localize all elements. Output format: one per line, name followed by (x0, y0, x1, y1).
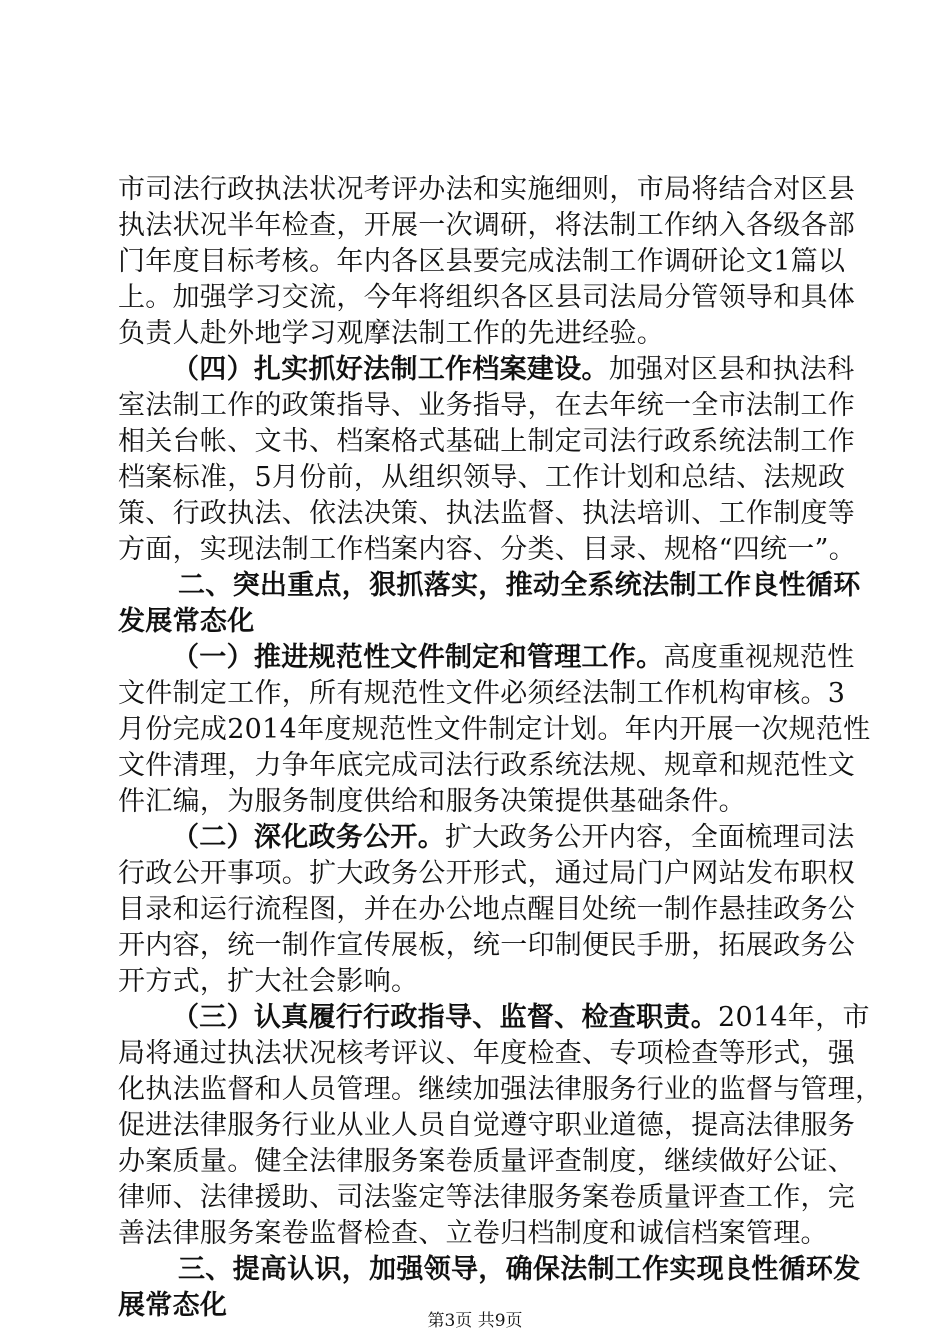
section-heading-2: 二、突出重点，狠抓落实，推动全系统法制工作良性循环 (178, 570, 861, 601)
subsection-heading-1: （一）推进规范性文件制定和管理工作。高度重视规范性 (172, 642, 855, 673)
text-line: 目录和运行流程图，并在办公地点醒目处统一制作悬挂政务公 (118, 894, 856, 925)
text-line: 室法制工作的政策指导、业务指导，在去年统一全市法制工作 (118, 390, 856, 421)
text-line: 负责人赴外地学习观摩法制工作的先进经验。 (118, 318, 664, 349)
subsection-heading-2: （二）深化政务公开。扩大政务公开内容，全面梳理司法 (172, 822, 855, 853)
text-line: 促进法律服务行业从业人员自觉遵守职业道德，提高法律服务 (118, 1110, 856, 1141)
text-line: 律师、法律援助、司法鉴定等法律服务案卷质量评查工作，完 (118, 1182, 856, 1213)
text-line: 文件清理，力争年底完成司法行政系统法规、规章和规范性文 (118, 750, 856, 781)
text-line: 件汇编，为服务制度供给和服务决策提供基础条件。 (118, 786, 746, 817)
text-line: 文件制定工作，所有规范性文件必须经法制工作机构审核。3 (118, 678, 846, 709)
section-heading-3: 三、提高认识，加强领导，确保法制工作实现良性循环发 (178, 1254, 861, 1285)
text-line: 行政公开事项。扩大政务公开形式，通过局门户网站发布职权 (118, 858, 856, 889)
subsection-heading-4: （四）扎实抓好法制工作档案建设。加强对区县和执法科 (172, 354, 855, 385)
text-line: 善法律服务案卷监督检查、立卷归档制度和诚信档案管理。 (118, 1218, 828, 1249)
text-line: 开方式，扩大社会影响。 (118, 966, 419, 997)
text-line: 相关台帐、文书、档案格式基础上制定司法行政系统法制工作 (118, 426, 856, 457)
subsection-heading-3: （三）认真履行行政指导、监督、检查职责。2014年，市 (172, 1002, 870, 1033)
text-line: 上。加强学习交流，今年将组织各区县司法局分管领导和具体 (118, 282, 856, 313)
document-body (118, 172, 883, 1324)
text-line: 月份完成2014年度规范性文件制定计划。年内开展一次规范性 (118, 714, 871, 745)
text-line: 方面，实现法制工作档案内容、分类、目录、规格“四统一”。 (118, 534, 857, 565)
text-line: 策、行政执法、依法决策、执法监督、执法培训、工作制度等 (118, 498, 856, 529)
text-line: 门年度目标考核。年内各区县要完成法制工作调研论文1篇以 (118, 246, 846, 277)
section-heading-2-cont: 发展常态化 (118, 606, 255, 637)
text-line: 档案标准，5月份前，从组织领导、工作计划和总结、法规政 (118, 462, 846, 493)
text-line: 局将通过执法状况核考评议、年度检查、专项检查等形式，强 (118, 1038, 856, 1069)
section-heading-3-cont: 展常态化 (118, 1290, 228, 1321)
text-line: 执法状况半年检查，开展一次调研，将法制工作纳入各级各部 (118, 210, 856, 241)
text-line: 开内容，统一制作宣传展板，统一印制便民手册，拓展政务公 (118, 930, 856, 961)
page-footer: 第3页 共9页 (427, 1311, 523, 1331)
text-line: 办案质量。健全法律服务案卷质量评查制度，继续做好公证、 (118, 1146, 856, 1177)
text-line: 市司法行政执法状况考评办法和实施细则，市局将结合对区县 (118, 174, 856, 205)
text-line: 化执法监督和人员管理。继续加强法律服务行业的监督与管理， (118, 1074, 883, 1105)
